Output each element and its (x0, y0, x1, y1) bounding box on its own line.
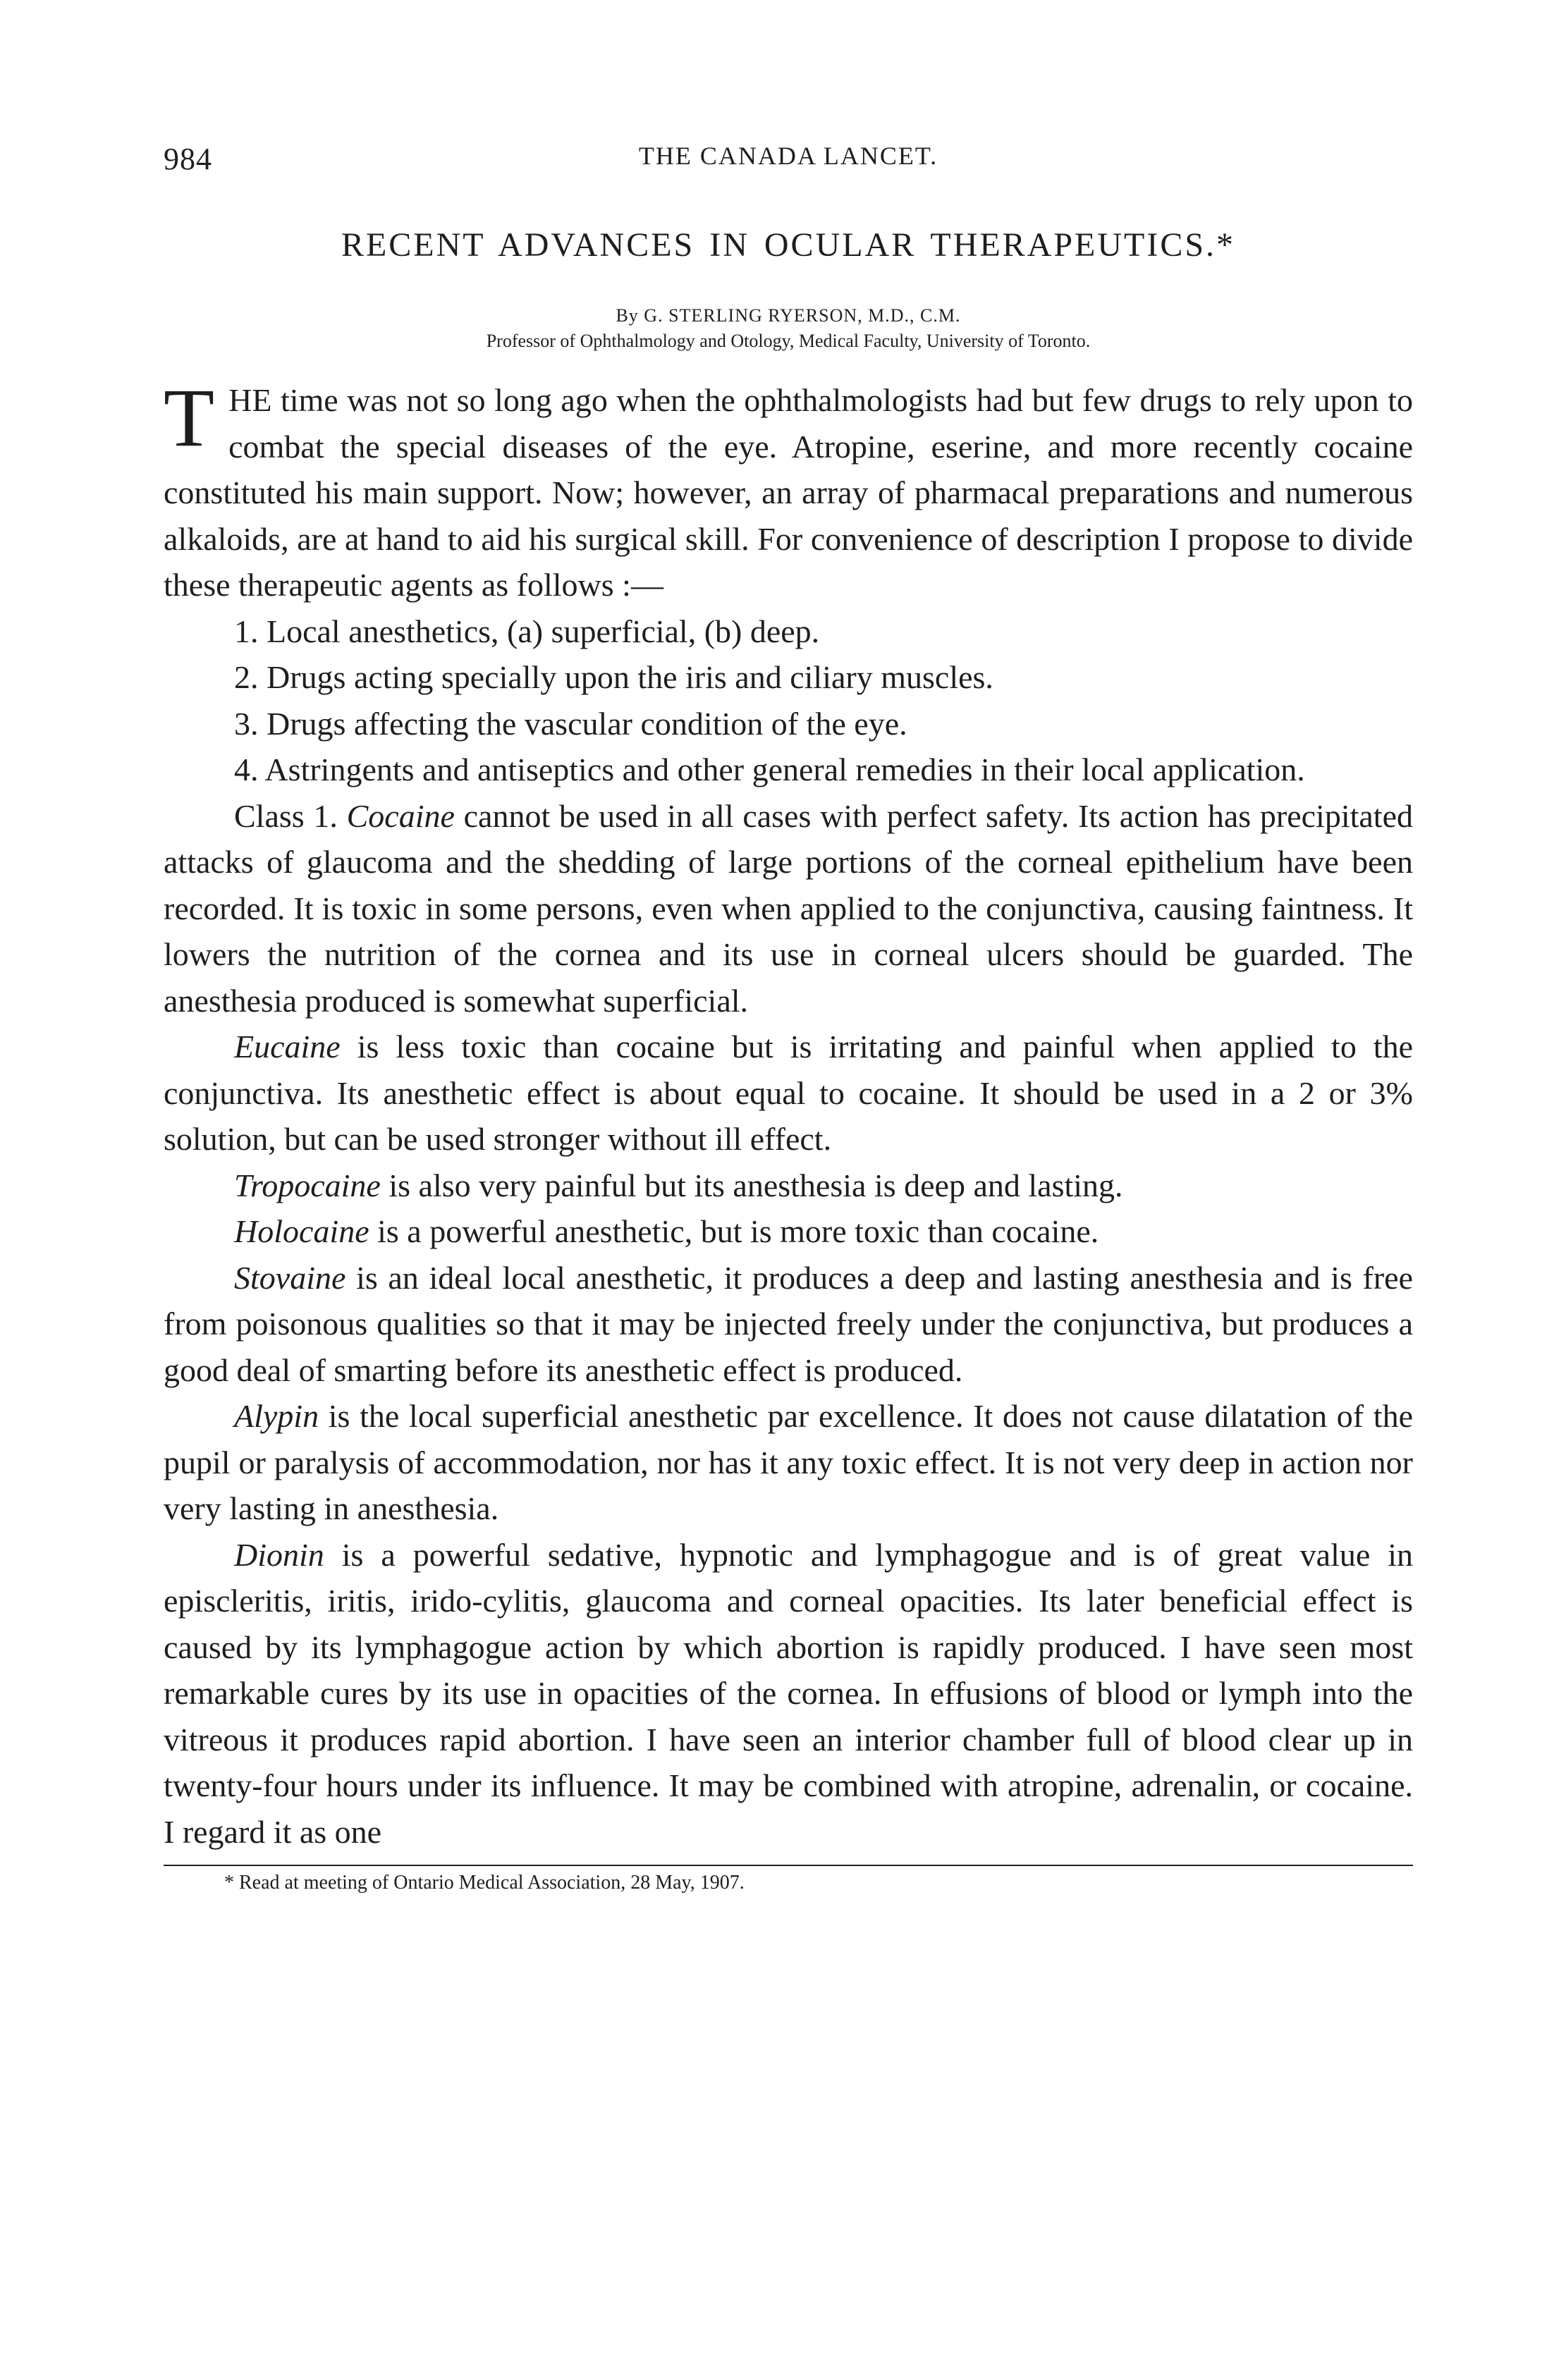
paragraph-eucaine (164, 1024, 1413, 1163)
author-affiliation: Professor of Ophthalmology and Otology, Medical Faculty, University of Toronto. (486, 331, 1091, 351)
list-item: 3. Drugs affecting the vascular condition of the eye. (234, 705, 907, 742)
paragraph-holocaine (164, 1208, 1413, 1255)
term-holocaine: Holocaine (234, 1213, 369, 1249)
list-item: 4. Astringents and antiseptics and other general remedies in their local application. (234, 752, 1305, 787)
term-dionin: Dionin (234, 1536, 324, 1573)
footnote: * Read at meeting of Ontario Medical Association, 28 May, 1907. (224, 1872, 745, 1894)
paragraph-dionin (164, 1532, 1413, 1855)
footnote-divider (164, 1865, 1413, 1866)
term-stovaine: Stovaine (234, 1259, 346, 1296)
intro-paragraph (164, 372, 1413, 608)
holocaine-text: is a powerful anesthetic, but is more toxic than cocaine. (377, 1213, 1099, 1249)
list-item: 2. Drugs acting specially upon the iris and ciliary muscles. (234, 659, 993, 695)
term-tropocaine: Tropocaine (234, 1167, 381, 1203)
page-number: 984 (164, 142, 212, 176)
alypin-text: is the local superficial anesthetic par excellence. It does not cause dilatation of the pupil or paralysis of accommodation, nor has it any toxic effect. It is not very deep in action nor very lasting in anesthesia. (164, 1398, 1414, 1526)
dionin-text: is a powerful sedative, hypnotic and lymphagogue and is of great value in episcleritis, iritis, irido-cylitis, glaucoma and corneal opacities. Its later beneficial effect is caused by its lymphagogue action by which abortion is rapidly produced. I have seen most remarkable cures by its use in opacities of the cornea. In effusions of blood or lymph into the vitreous it produces rapid abortion. I have seen an interior chamber full of blood clear up in twenty-four hours under its influence. It may be combined with atropine, adrenalin, or cocaine. I regard it as one (164, 1536, 1413, 1850)
list-item: 1. Local anesthetics, (a) superficial, (b) deep. (234, 613, 820, 649)
intro-text: HE time was not so long ago when the ophthalmologists had but few drugs to rely upon to combat the special diseases of the eye. Atropine, eserine, and more recently cocaine constituted his main support. Now; however, an array of pharmacal preparations and numerous alkaloids, are at hand to aid his surgical skill. For convenience of description I propose to divide these therapeutic agents as follows :— (164, 382, 1413, 603)
article-body (164, 372, 1414, 1855)
cocaine-text: cannot be used in all cases with perfect safety. Its action has precipitated attacks of glaucoma and the shedding of large portions of the corneal epithelium have been recorded. It is toxic in some persons, even when applied to the conjunctiva, causing faintness. It lowers the nutrition of the cornea and its use in corneal ulcers should be guarded. The anesthesia produced is somewhat superficial. (164, 797, 1414, 1019)
term-alypin: Alypin (234, 1398, 319, 1434)
journal-page (164, 141, 1413, 1894)
class-label: Class 1. (234, 797, 338, 834)
term-eucaine: Eucaine (234, 1029, 341, 1065)
paragraph-alypin (164, 1393, 1413, 1532)
running-head: THE CANADA LANCET. (638, 142, 938, 170)
paragraph-tropocaine (164, 1163, 1413, 1209)
tropocaine-text: is also very painful but its anesthesia is deep and lasting. (388, 1167, 1123, 1203)
drop-cap: T (164, 372, 215, 464)
eucaine-text: is less toxic than cocaine but is irritating and painful when applied to the conjunctiva. Its anesthetic effect is about equal to cocaine. It should be used in a 2 or 3% solution, but can be used stronger without ill effect. (164, 1029, 1414, 1157)
paragraph-cocaine (164, 793, 1413, 1024)
paragraph-stovaine (164, 1255, 1413, 1394)
page-header (164, 141, 1413, 197)
stovaine-text: is an ideal local anesthetic, it produces a deep and lasting anesthesia and is free from poisonous qualities so that it may be injected freely under the conjunctiva, but produces a good deal of smarting before its anesthetic effect is produced. (164, 1259, 1414, 1388)
author-byline: By G. STERLING RYERSON, M.D., C.M. (616, 305, 961, 326)
term-cocaine: Cocaine (346, 797, 455, 834)
article-title: RECENT ADVANCES IN OCULAR THERAPEUTICS.* (341, 226, 1236, 264)
